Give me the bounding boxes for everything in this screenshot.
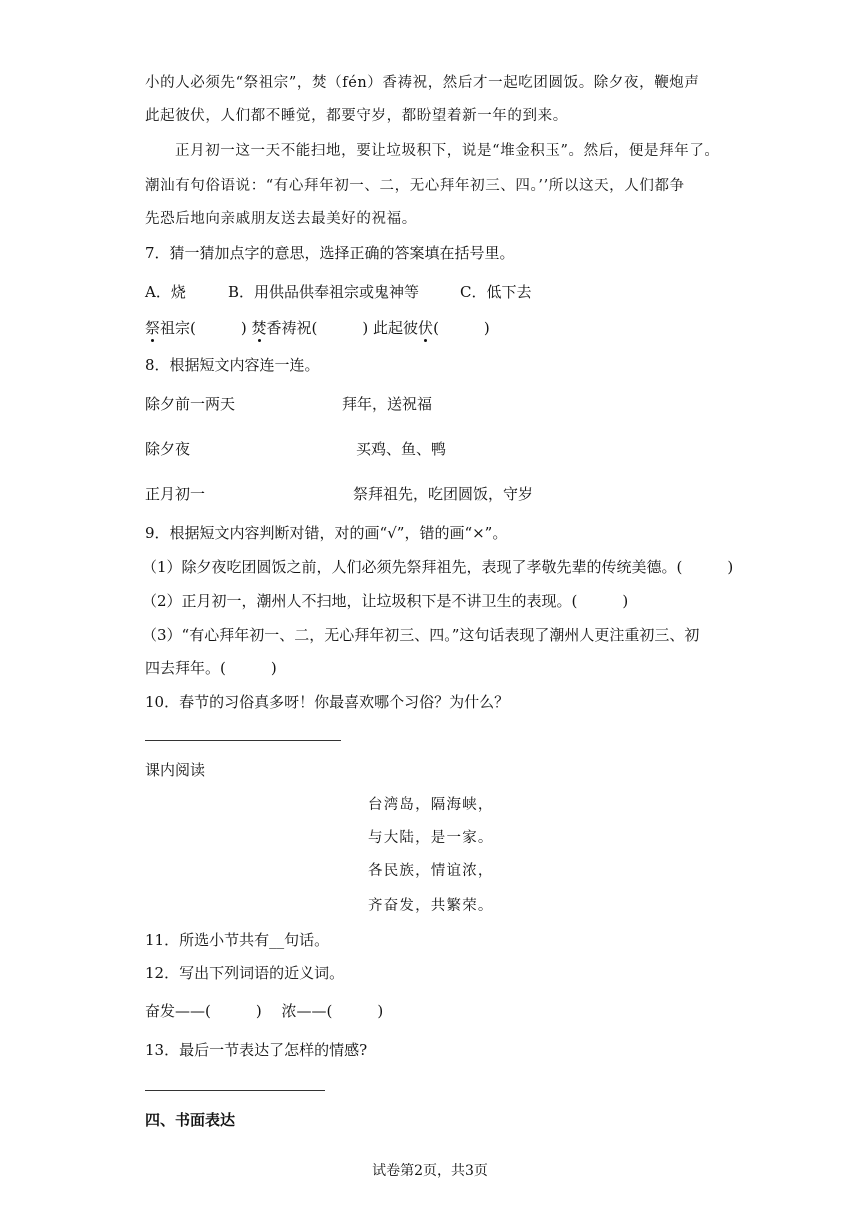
passage-line: 潮汕有句俗语说：“有心拜年初一、二，无心拜年初三、四。’’所以这天，人们都争	[145, 178, 685, 194]
q9-statement-3[interactable]: （3）“有心拜年初一、二，无心拜年初三、四。”这句话表现了潮州人更注重初三、初	[142, 626, 700, 644]
page-footer: 试卷第2页，共3页	[372, 1163, 488, 1179]
match-right-item[interactable]: 买鸡、鱼、鸭	[356, 440, 447, 458]
dotted-char: 焚	[251, 319, 267, 337]
q9-statement-1[interactable]: （1）除夕夜吃团圆饭之前，人们必须先祭拜祖先，表现了孝敬先辈的传统美德。( )	[142, 558, 734, 576]
passage-line: 正月初一这一天不能扫地，要让垃圾积下，说是“堆金积玉”。然后，便是拜年了。	[175, 143, 720, 159]
poem-line: 台湾岛，隔海峡，	[368, 797, 494, 813]
question-11-stem: 11．所选小节共有__句话。	[145, 931, 330, 949]
dotted-char: 祭	[145, 319, 161, 337]
poem-line: 各民族，情谊浓，	[368, 863, 494, 879]
q7-option-a: A．烧	[145, 283, 186, 301]
question-12-stem: 12．写出下列词语的近义词。	[145, 964, 345, 982]
question-13-stem: 13．最后一节表达了怎样的情感?	[145, 1041, 368, 1059]
q7-item-3[interactable]: 此起彼伏( )	[373, 319, 490, 337]
poem-line: 齐奋发，共繁荣。	[368, 898, 494, 914]
part-4-title: 四、书面表达	[145, 1111, 236, 1129]
q7-item-2[interactable]: 焚香祷祝( )	[251, 319, 369, 337]
q9-statement-3-cont: 四去拜年。( )	[145, 659, 277, 677]
question-9-stem: 9．根据短文内容判断对错，对的画“√”，错的画“×”。	[145, 524, 508, 542]
poem-line: 与大陆，是一家。	[368, 830, 494, 846]
question-7-stem: 7．猜一猜加点字的意思，选择正确的答案填在括号里。	[145, 244, 515, 262]
match-left-item[interactable]: 除夕前一两天	[145, 395, 236, 413]
passage-line: 先恐后地向亲戚朋友送去最美好的祝福。	[145, 211, 417, 227]
passage-line: 小的人必须先“祭祖宗”，焚（fén）香祷祝，然后才一起吃团圆饭。除夕夜，鞭炮声	[145, 75, 700, 91]
match-right-item[interactable]: 祭拜祖先，吃团圆饭，守岁	[353, 485, 534, 503]
question-8-stem: 8．根据短文内容连一连。	[145, 356, 320, 374]
q7-option-b: B．用供品供奉祖宗或鬼神等	[228, 283, 420, 301]
match-left-item[interactable]: 除夕夜	[145, 440, 191, 458]
section-label: 课内阅读	[145, 761, 206, 779]
q12-answer-line[interactable]: 奋发——( ) 浓——( )	[145, 1002, 384, 1020]
answer-line[interactable]	[145, 740, 341, 741]
passage-line: 此起彼伏，人们都不睡觉，都要守岁，都盼望着新一年的到来。	[145, 108, 568, 124]
q7-option-c: C．低下去	[460, 283, 532, 301]
match-right-item[interactable]: 拜年，送祝福	[342, 395, 433, 413]
q7-item-1[interactable]: 祭祖宗( )	[145, 319, 247, 337]
q7-items	[145, 318, 490, 338]
match-left-item[interactable]: 正月初一	[145, 485, 206, 503]
dotted-char: 伏	[418, 319, 434, 337]
q9-statement-2[interactable]: （2）正月初一，潮州人不扫地，让垃圾积下是不讲卫生的表现。( )	[142, 592, 629, 610]
answer-line[interactable]	[145, 1090, 325, 1091]
question-10-stem: 10．春节的习俗真多呀！你最喜欢哪个习俗？为什么？	[145, 693, 510, 711]
